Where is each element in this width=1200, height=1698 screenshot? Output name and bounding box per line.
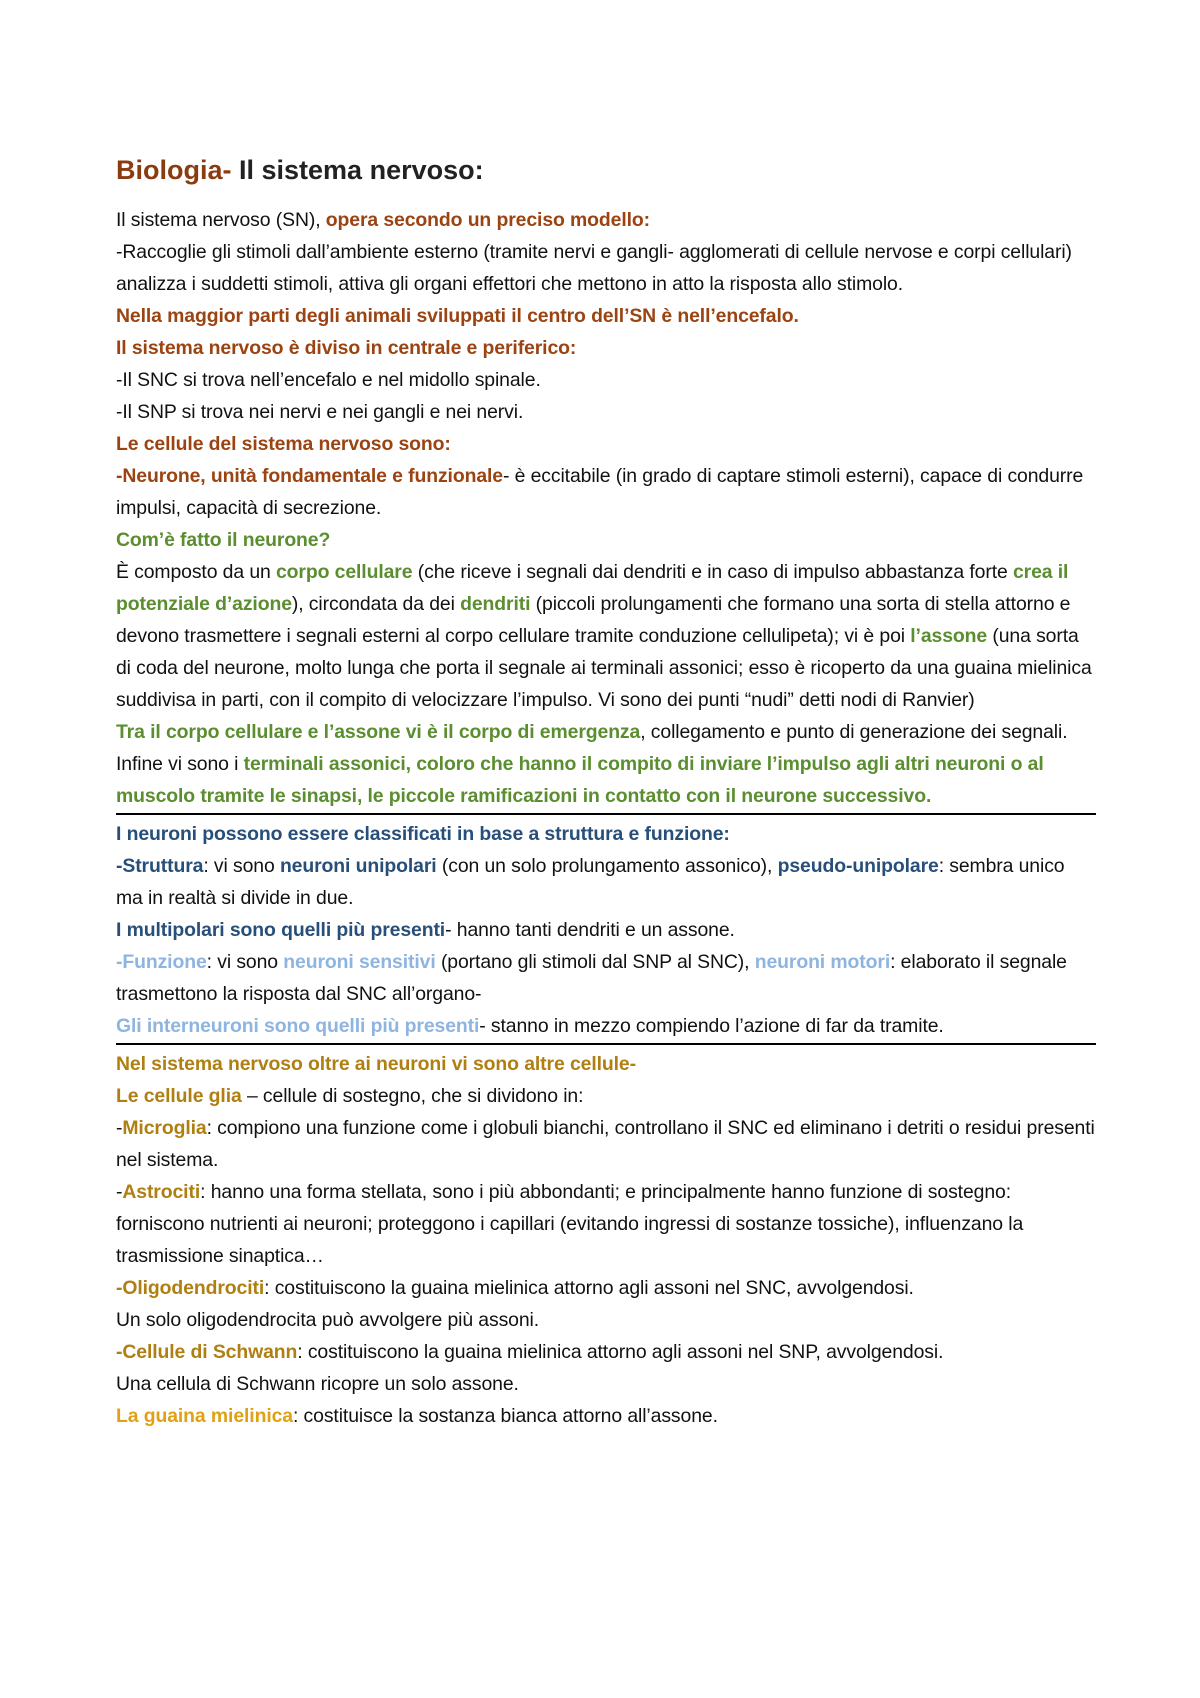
text: : hanno una forma stellata, sono i più abbondanti; e principalmente hanno funzione di sostegno: forniscono nutrienti ai neuroni; proteggono i capillari (evitando ingressi di sostanze tossiche), influenzano la trasmissione sinaptica… bbox=[116, 1181, 1024, 1267]
paragraph bbox=[116, 748, 1096, 812]
text: ), circondata da dei bbox=[291, 593, 461, 615]
paragraph bbox=[116, 1336, 1096, 1368]
section-glial-cells bbox=[116, 1048, 1096, 1432]
text: : vi sono bbox=[206, 951, 284, 973]
heading-line: Nella maggior parti degli animali sviluppati il centro dell’SN è nell’encefalo. bbox=[116, 305, 799, 327]
highlight-text: Microglia bbox=[122, 1117, 207, 1139]
document-page bbox=[116, 152, 1096, 1432]
text: - bbox=[116, 1117, 123, 1139]
highlight-text: pseudo-unipolare bbox=[777, 855, 939, 877]
page-title bbox=[116, 152, 1096, 188]
highlight-text: terminali assonici, coloro che hanno il compito di inviare l’impulso agli altri neuroni o al muscolo tramite le sinapsi, le piccole ramificazioni in contatto con il neurone successivo. bbox=[116, 753, 1044, 807]
highlight-text: -Struttura bbox=[116, 855, 204, 877]
highlight-text: Gli interneuroni sono quelli più presenti bbox=[116, 1015, 480, 1037]
paragraph bbox=[116, 1272, 1096, 1304]
highlight-text: l’assone bbox=[910, 625, 988, 647]
paragraph bbox=[116, 850, 1096, 914]
paragraph bbox=[116, 1010, 1096, 1042]
heading-line: Le cellule del sistema nervoso sono: bbox=[116, 433, 451, 455]
paragraph bbox=[116, 1400, 1096, 1432]
divider bbox=[116, 1043, 1096, 1045]
text: : vi sono bbox=[203, 855, 280, 877]
highlight-text: Le cellule glia bbox=[116, 1085, 242, 1107]
heading-line: Nel sistema nervoso oltre ai neuroni vi sono altre cellule- bbox=[116, 1053, 636, 1075]
paragraph: -Il SNC si trova nell’encefalo e nel midollo spinale. bbox=[116, 369, 541, 391]
text: Infine vi sono i bbox=[116, 753, 244, 775]
text: : sembra unico ma in realtà si divide in due. bbox=[116, 855, 1065, 909]
heading-line: Com’è fatto il neurone? bbox=[116, 529, 331, 551]
highlight-text: La guaina mielinica bbox=[116, 1405, 293, 1427]
section-neuron-classification bbox=[116, 818, 1096, 1042]
text: È composto da un bbox=[116, 561, 276, 583]
title-topic: Il sistema nervoso: bbox=[231, 155, 484, 185]
heading-line: Il sistema nervoso è diviso in centrale e periferico: bbox=[116, 337, 577, 359]
text: - hanno tanti dendriti e un assone. bbox=[445, 919, 735, 941]
text: (piccoli prolungamenti che formano una sorta di stella attorno e devono trasmettere i segnali esterni al corpo cellulare tramite conduzione cellulipeta); vi è poi bbox=[116, 593, 1071, 647]
text: , collegamento e punto di generazione dei segnali. bbox=[640, 721, 1068, 743]
paragraph: Un solo oligodendrocita può avvolgere più assoni. bbox=[116, 1309, 540, 1331]
highlight-text: Astrociti bbox=[122, 1181, 201, 1203]
paragraph bbox=[116, 716, 1096, 748]
text: Il sistema nervoso (SN), bbox=[116, 209, 326, 231]
highlight-text: neuroni sensitivi bbox=[283, 951, 436, 973]
text: - bbox=[116, 1181, 123, 1203]
highlight-text: -Neurone, unità fondamentale e funzionale bbox=[116, 465, 503, 487]
paragraph bbox=[116, 946, 1096, 1010]
text: (una sorta di coda del neurone, molto lunga che porta il segnale ai terminali assonici; esso è ricoperto da una guaina mielinica suddivisa in parti, con il compito di velocizzare l’impulso. Vi sono dei punti “nudi” detti nodi di Ranvier) bbox=[116, 625, 1092, 711]
paragraph bbox=[116, 460, 1096, 524]
paragraph bbox=[116, 1080, 1096, 1112]
highlight-text: -Funzione bbox=[116, 951, 207, 973]
highlight-text: -Oligodendrociti bbox=[116, 1277, 265, 1299]
paragraph bbox=[116, 914, 1096, 946]
text: : compiono una funzione come i globuli bianchi, controllano il SNC ed eliminano i detriti o residui presenti nel sistema. bbox=[116, 1117, 1095, 1171]
highlight-text: Tra il corpo cellulare e l’assone vi è il corpo di emergenza bbox=[116, 721, 641, 743]
text: (che riceve i segnali dai dendriti e in caso di impulso abbastanza forte bbox=[412, 561, 1013, 583]
heading-line: I neuroni possono essere classificati in base a struttura e funzione: bbox=[116, 823, 730, 845]
highlight-text: crea il potenziale d’azione bbox=[116, 561, 1069, 615]
highlight-text: neuroni motori bbox=[754, 951, 891, 973]
highlight-text: I multipolari sono quelli più presenti bbox=[116, 919, 446, 941]
paragraph bbox=[116, 1112, 1096, 1176]
text: - stanno in mezzo compiendo l’azione di far da tramite. bbox=[479, 1015, 944, 1037]
text: (con un solo prolungamento assonico), bbox=[436, 855, 778, 877]
paragraph: -Il SNP si trova nei nervi e nei gangli e nei nervi. bbox=[116, 401, 524, 423]
text: : elaborato il segnale trasmettono la risposta dal SNC all’organo- bbox=[116, 951, 1067, 1005]
highlight-text: neuroni unipolari bbox=[279, 855, 437, 877]
highlight-text: -Cellule di Schwann bbox=[116, 1341, 298, 1363]
divider bbox=[116, 813, 1096, 815]
highlight-text: corpo cellulare bbox=[276, 561, 413, 583]
paragraph bbox=[116, 556, 1096, 716]
text: : costituiscono la guaina mielinica attorno agli assoni nel SNC, avvolgendosi. bbox=[264, 1277, 914, 1299]
text: - è eccitabile (in grado di captare stimoli esterni), capace di condurre impulsi, capacità di secrezione. bbox=[116, 465, 1084, 519]
paragraph: Una cellula di Schwann ricopre un solo assone. bbox=[116, 1373, 519, 1395]
highlight-text: dendriti bbox=[460, 593, 531, 615]
title-subject: Biologia- bbox=[116, 155, 232, 185]
paragraph bbox=[116, 204, 1096, 236]
section-nervous-system bbox=[116, 204, 1096, 812]
text: (portano gli stimoli dal SNP al SNC), bbox=[435, 951, 755, 973]
highlight-text: opera secondo un preciso modello: bbox=[325, 209, 651, 231]
text: – cellule di sostegno, che si dividono in: bbox=[241, 1085, 584, 1107]
paragraph bbox=[116, 1176, 1096, 1272]
paragraph: -Raccoglie gli stimoli dall’ambiente esterno (tramite nervi e gangli- agglomerati di cellule nervose e corpi cellulari) analizza i suddetti stimoli, attiva gli organi effettori che mettono in atto la risposta allo stimolo. bbox=[116, 241, 1072, 295]
text: : costituisce la sostanza bianca attorno all’assone. bbox=[292, 1405, 718, 1427]
text: : costituiscono la guaina mielinica attorno agli assoni nel SNP, avvolgendosi. bbox=[297, 1341, 944, 1363]
